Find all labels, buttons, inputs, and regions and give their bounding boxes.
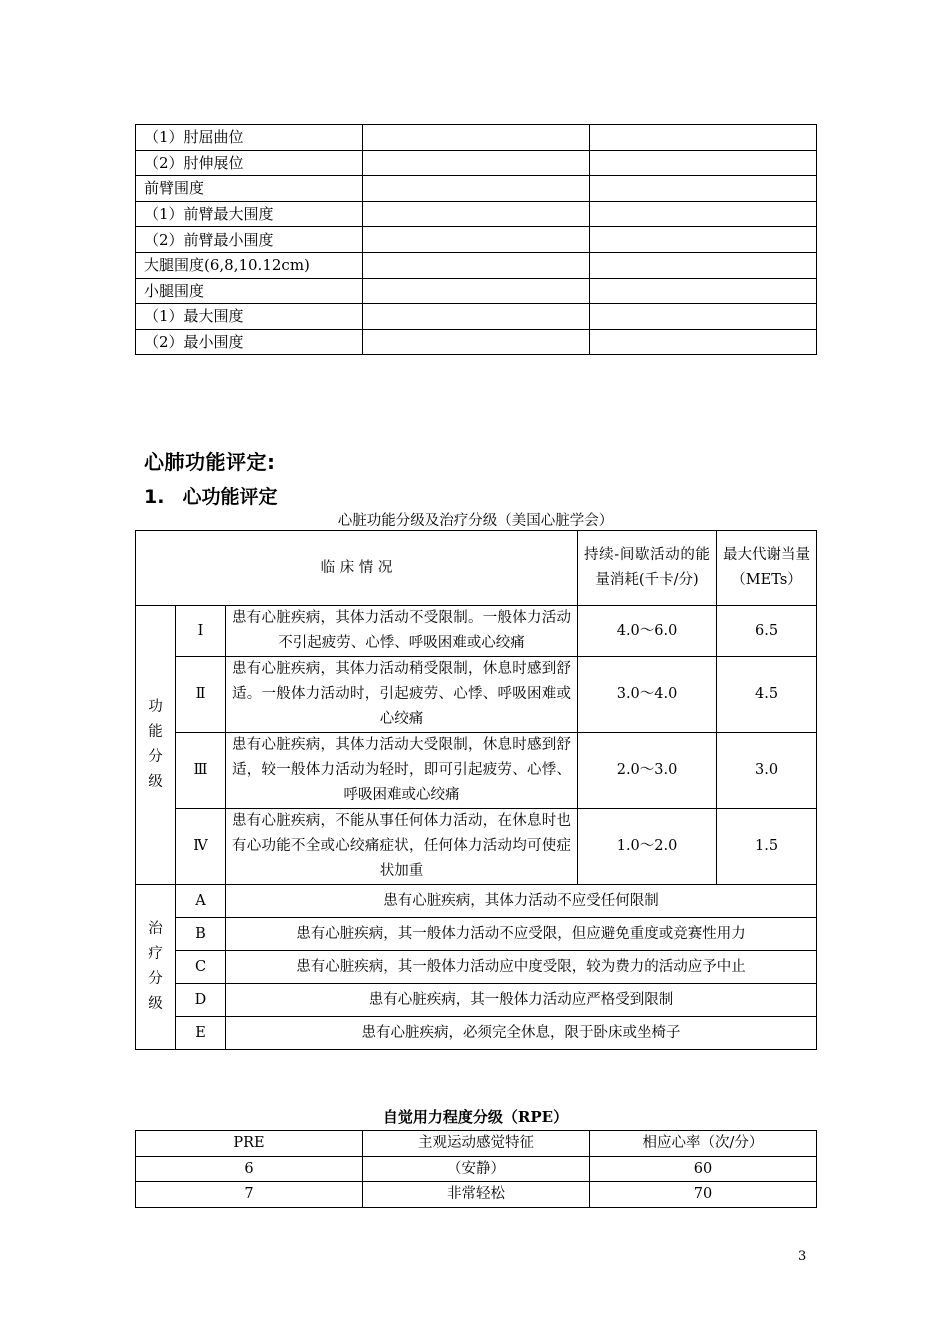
table-cell: [590, 125, 817, 151]
table-cell: 7: [136, 1182, 363, 1208]
table-cell: [363, 125, 590, 151]
row-label: 前臂围度: [136, 176, 363, 202]
column-header: PRE: [136, 1131, 363, 1157]
table-row: [136, 304, 817, 330]
energy-cell: 1.0～2.0: [578, 809, 717, 885]
grade-cell: Ⅳ: [176, 809, 226, 885]
table-cell: [363, 227, 590, 253]
table-cell: 6: [136, 1156, 363, 1182]
row-label: （1）前臂最大围度: [136, 201, 363, 227]
grade-cell: D: [176, 984, 226, 1017]
table-cell: [590, 176, 817, 202]
table-row: [136, 606, 817, 657]
description-cell: 患有心脏疾病，其一般体力活动不应受限，但应避免重度或竞赛性用力: [226, 918, 817, 951]
description-cell: 患有心脏疾病，不能从事任何体力活动，在休息时也有心功能不全或心绞痛症状，任何体力活动均可使症状加重: [226, 809, 578, 885]
table-cell: [363, 252, 590, 278]
description-cell: 患有心脏疾病，其体力活动不应受任何限制: [226, 885, 817, 918]
mets-cell: 4.5: [717, 657, 817, 733]
grade-cell: Ⅱ: [176, 657, 226, 733]
cardiac-table-caption: 心脏功能分级及治疗分级（美国心脏学会）: [337, 513, 614, 529]
description-cell: 患有心脏疾病，其体力活动稍受限制，休息时感到舒适。一般体力活动时，引起疲劳、心悸、呼吸困难或心绞痛: [226, 657, 578, 733]
column-header: 主观运动感觉特征: [363, 1131, 590, 1157]
table-row: [136, 885, 817, 918]
header-mets: 最大代谢当量（METs）: [717, 531, 817, 606]
table-row: [136, 1182, 817, 1208]
subsection-title: [144, 482, 277, 509]
row-label: （2）最小围度: [136, 329, 363, 355]
table-row: [136, 809, 817, 885]
table-cell: [363, 150, 590, 176]
table-cell: [590, 201, 817, 227]
cardiac-classification-table: [135, 530, 817, 1050]
subsection-text: 心功能评定: [182, 486, 278, 508]
description-cell: 患有心脏疾病，其一般体力活动应中度受限，较为费力的活动应予中止: [226, 951, 817, 984]
header-energy: 持续-间歇活动的能量消耗(千卡/分): [578, 531, 717, 606]
table-cell: [590, 329, 817, 355]
mets-cell: 3.0: [717, 733, 817, 809]
functional-class-label: 功 能 分 级: [136, 606, 176, 885]
table-header-row: [136, 1131, 817, 1157]
row-label: 大腿围度(6,8,10.12cm): [136, 252, 363, 278]
description-cell: 患有心脏疾病，其体力活动不受限制。一般体力活动不引起疲劳、心悸、呼吸困难或心绞痛: [226, 606, 578, 657]
description-cell: 患有心脏疾病，必须完全休息，限于卧床或坐椅子: [226, 1017, 817, 1050]
row-label: （1）最大围度: [136, 304, 363, 330]
grade-cell: B: [176, 918, 226, 951]
column-header: 相应心率（次/分）: [590, 1131, 817, 1157]
table-row: [136, 1156, 817, 1182]
table-cell: 60: [590, 1156, 817, 1182]
subsection-number: 1.: [144, 486, 165, 508]
energy-cell: 2.0～3.0: [578, 733, 717, 809]
table-row: [136, 733, 817, 809]
table-header-row: [136, 531, 817, 606]
row-label: 小腿围度: [136, 278, 363, 304]
table-cell: [363, 278, 590, 304]
table-cell: [363, 329, 590, 355]
energy-cell: 4.0～6.0: [578, 606, 717, 657]
header-clinical: 临 床 情 况: [136, 531, 578, 606]
table-row: [136, 329, 817, 355]
table-cell: [363, 176, 590, 202]
table-row: [136, 1017, 817, 1050]
table-row: [136, 918, 817, 951]
table-row: [136, 657, 817, 733]
table-row: [136, 201, 817, 227]
table-row: [136, 150, 817, 176]
page-number: 3: [798, 1249, 807, 1264]
row-label: （2）肘伸展位: [136, 150, 363, 176]
row-label: （2）前臂最小围度: [136, 227, 363, 253]
measurement-table: [135, 124, 817, 355]
table-cell: [363, 304, 590, 330]
row-label: （1）肘屈曲位: [136, 125, 363, 151]
mets-cell: 6.5: [717, 606, 817, 657]
table-cell: [590, 227, 817, 253]
treatment-class-label: 治 疗 分 级: [136, 885, 176, 1050]
grade-cell: C: [176, 951, 226, 984]
table-row: [136, 252, 817, 278]
section-title: 心肺功能评定:: [144, 450, 276, 474]
grade-cell: E: [176, 1017, 226, 1050]
energy-cell: 3.0～4.0: [578, 657, 717, 733]
description-cell: 患有心脏疾病，其体力活动大受限制，休息时感到舒适，较一般体力活动为轻时，即可引起疲劳、心悸、呼吸困难或心绞痛: [226, 733, 578, 809]
table-cell: [363, 201, 590, 227]
description-cell: 患有心脏疾病，其一般体力活动应严格受到限制: [226, 984, 817, 1017]
rpe-table-caption: 自觉用力程度分级（RPE）: [382, 1108, 569, 1126]
table-row: [136, 227, 817, 253]
grade-cell: A: [176, 885, 226, 918]
mets-cell: 1.5: [717, 809, 817, 885]
table-row: [136, 176, 817, 202]
table-cell: （安静）: [363, 1156, 590, 1182]
grade-cell: Ⅲ: [176, 733, 226, 809]
table-row: [136, 278, 817, 304]
table-row: [136, 125, 817, 151]
table-cell: [590, 304, 817, 330]
table-cell: 70: [590, 1182, 817, 1208]
table-row: [136, 984, 817, 1017]
table-cell: [590, 150, 817, 176]
table-cell: 非常轻松: [363, 1182, 590, 1208]
table-cell: [590, 252, 817, 278]
table-row: [136, 951, 817, 984]
rpe-table: [135, 1130, 817, 1208]
grade-cell: Ⅰ: [176, 606, 226, 657]
table-cell: [590, 278, 817, 304]
